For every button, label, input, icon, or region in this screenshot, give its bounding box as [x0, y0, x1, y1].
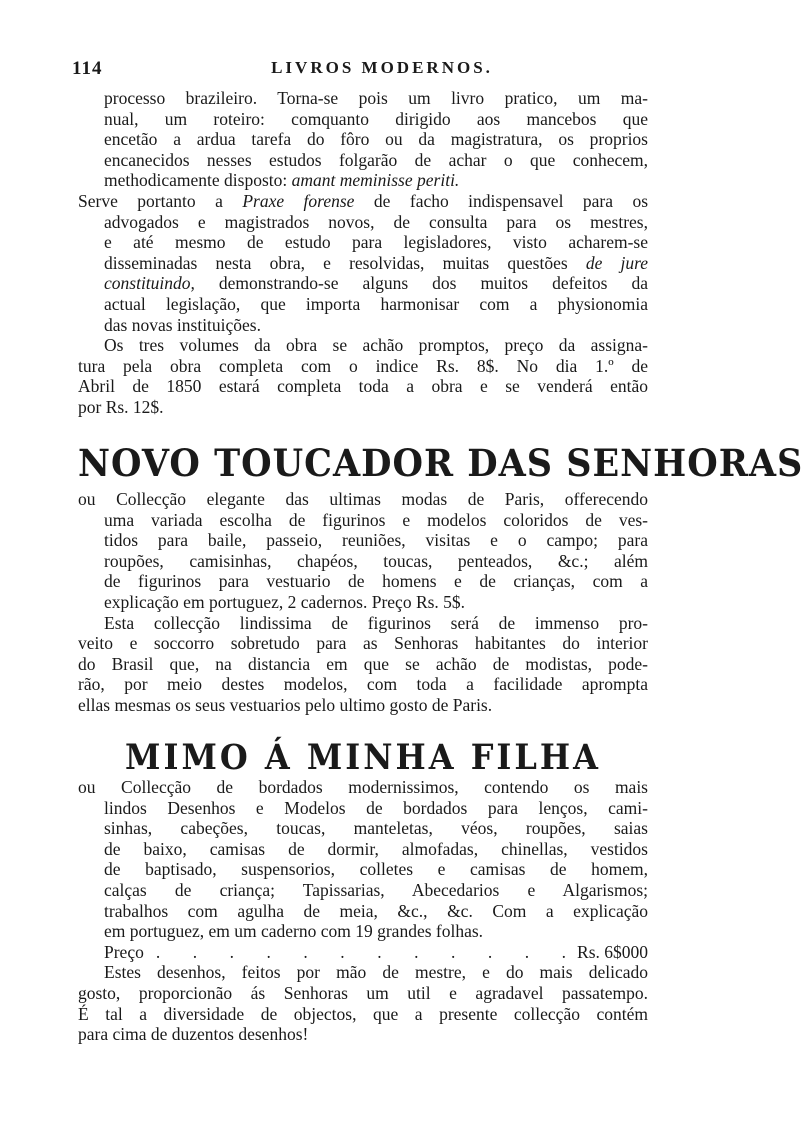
text-line: trabalhos com agulha de meia, &c., &c. Com a explicação — [104, 900, 648, 921]
heading-mimo-a-minha-filha: MIMO Á MINHA FILHA — [125, 736, 601, 778]
text-line: ellas mesmas os seus vestuarios pelo ultimo gosto de Paris. — [78, 694, 493, 715]
text-line: processo brazileiro. Torna-se pois um livro pratico, um ma- — [104, 88, 648, 108]
text-line: Os tres volumes da obra se achão promptos, preço da assigna- — [104, 335, 648, 356]
text-line: rão, por meio destes modelos, com toda a facilidade aprompta — [78, 674, 648, 695]
heading-novo-toucador: NOVO TOUCADOR DAS SENHORAS — [78, 441, 803, 486]
text-line: encetão a ardua tarefa do fôro ou da magistratura, os proprios — [104, 129, 648, 150]
text-line: Serve portanto a Praxe forense de facho indispensavel para os — [78, 190, 649, 211]
price-value: Rs. 6$000 — [577, 941, 648, 962]
text-line: constituindo, demonstrando-se alguns dos muitos defeitos da — [104, 273, 648, 294]
text-line: por Rs. 12$. — [78, 396, 164, 417]
text-line: para cima de duzentos desenhos! — [78, 1024, 309, 1045]
text-line: methodicamente disposto: amant meminisse periti. — [104, 170, 460, 191]
text-line: uma variada escolha de figurinos e modelos coloridos de ves- — [104, 509, 648, 530]
text-line: disseminadas nesta obra, e resolvidas, muitas questões de jure — [104, 252, 649, 273]
page-number: 114 — [72, 58, 103, 79]
section-mimo-a-minha-filha — [78, 777, 648, 1045]
text-line: de baixo, camisas de dormir, almofadas, chinellas, vestidos — [104, 838, 648, 859]
text-line: ou Collecção de bordados modernissimos, contendo os mais — [78, 777, 648, 797]
text-line: ou Collecção elegante das ultimas modas de Paris, offerecendo — [78, 489, 648, 509]
text-line: lindos Desenhos e Modelos de bordados para lenços, cami- — [104, 797, 648, 818]
text-line: das novas instituições. — [104, 314, 261, 335]
page-header — [72, 58, 652, 84]
price-line — [78, 942, 648, 963]
text-line: roupões, camisinhas, chapéos, toucas, penteados, &c.; além — [104, 550, 648, 571]
text-line: É tal a diversidade de objectos, que a presente collecção contém — [78, 1003, 648, 1024]
text-line: tura pela obra completa com o indice Rs. 8$. No dia 1.º de — [78, 355, 648, 376]
price-leader-dots: . . . . . . . . . . . . — [155, 941, 578, 962]
running-title: LIVROS MODERNOS. — [271, 58, 493, 77]
text-line: do Brasil que, na distancia em que se achão de modistas, pode- — [78, 653, 648, 674]
text-line: nual, um roteiro: comquanto dirigido aos mancebos que — [104, 108, 648, 129]
text-line: Abril de 1850 estará completa toda a obra e se venderá então — [78, 376, 648, 397]
text-line: calças de criança; Tapissarias, Abecedarios e Algarismos; — [104, 879, 648, 900]
section-praxe-forense — [78, 88, 648, 418]
section-novo-toucador — [78, 489, 648, 716]
text-line: tidos para baile, passeio, reuniões, visitas e o campo; para — [104, 530, 648, 551]
price-label: Preço — [104, 941, 144, 962]
text-line: em portuguez, em um caderno com 19 grandes folhas. — [104, 921, 484, 942]
text-line: de baptisado, suspensorios, colletes e camisas de homem, — [104, 859, 648, 880]
book-title-praxe-forense: Praxe forense — [242, 190, 355, 211]
text-line: gosto, proporcionão ás Senhoras um util e agradavel passatempo. — [78, 982, 648, 1003]
text-line: e até mesmo de estudo para legisladores, visto acharem-se — [104, 232, 648, 253]
text-line: sinhas, cabeções, toucas, manteletas, véos, roupões, saias — [104, 818, 648, 839]
latin-quote: amant meminisse periti. — [291, 170, 460, 191]
text-line: encanecidos nesses estudos folgarão de achar o que conhecem, — [104, 149, 648, 170]
text-line: veito e soccorro sobretudo para as Senhoras habitantes do interior — [78, 633, 648, 654]
text-line: actual legislação, que importa harmonisar com a physionomia — [104, 293, 648, 314]
text-line: advogados e magistrados novos, de consulta para os mestres, — [104, 211, 648, 232]
text-line: explicação em portuguez, 2 cadernos. Preço Rs. 5$. — [104, 591, 466, 612]
text-line: Estes desenhos, feitos por mão de mestre, e do mais delicado — [104, 962, 648, 983]
text-line: de figurinos para vestuario de homens e de crianças, com a — [104, 571, 648, 592]
text-line: Esta collecção lindissima de figurinos será de immenso pro- — [104, 612, 648, 633]
